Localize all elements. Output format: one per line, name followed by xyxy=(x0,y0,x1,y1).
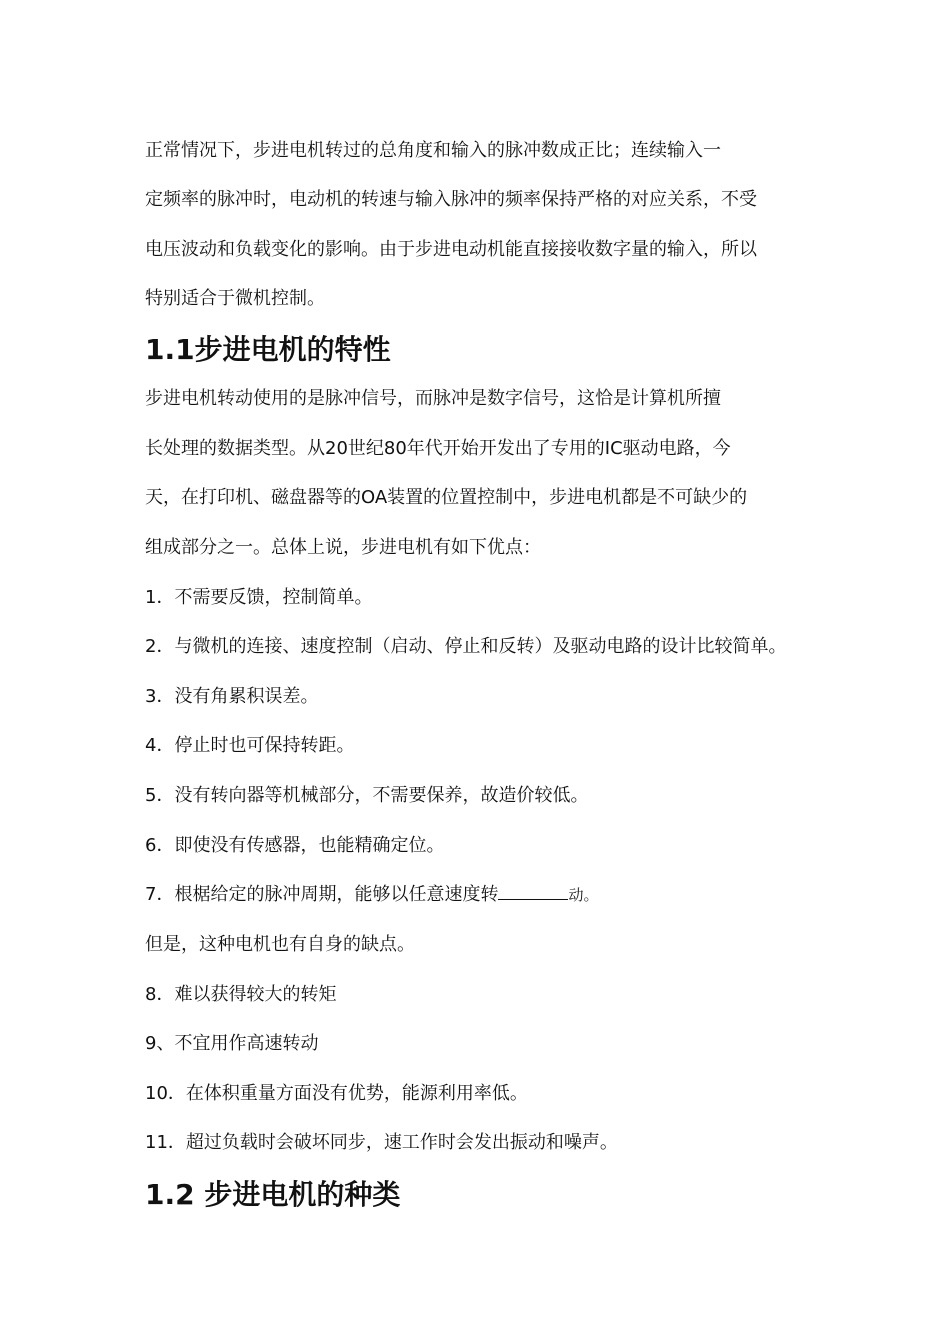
section-heading: 1.1步进电机的特性 xyxy=(145,333,391,366)
disadvantage-intro: 但是，这种电机也有自身的缺点。 xyxy=(145,934,415,955)
intro-line: 定频率的脉冲时，电动机的转速与输入脉冲的频率保持严格的对应关系，不受 xyxy=(145,189,757,210)
advantage-item-7-text: 7．根椐给定的脉冲周期，能够以任意速度转 xyxy=(145,884,499,905)
disadvantage-item: 9、不宜用作高速转动 xyxy=(145,1033,319,1054)
disadvantage-item: 10．在体积重量方面没有优势，能源利用率低。 xyxy=(145,1083,528,1104)
advantage-item: 5．没有转向器等机械部分，不需要保养，故造价较低。 xyxy=(145,785,589,806)
section-heading: 1.2 步进电机的种类 xyxy=(145,1178,401,1211)
paragraph-line: 天，在打印机、磁盘器等的OA装置的位置控制中，步进电机都是不可缺少的 xyxy=(145,487,748,508)
intro-line: 特别适合于微机控制。 xyxy=(145,288,325,309)
advantage-item-7-tail: 动。 xyxy=(568,886,599,904)
advantage-item: 3．没有角累积误差。 xyxy=(145,686,319,707)
disadvantage-item: 11．超过负载时会破坏同步，速工作时会发出振动和噪声。 xyxy=(145,1132,618,1153)
intro-line: 电压波动和负载变化的影响。由于步进电动机能直接接收数字量的输入，所以 xyxy=(145,239,757,260)
fill-blank xyxy=(498,885,568,900)
paragraph-line: 长处理的数据类型。从20世纪80年代开始开发出了专用的IC驱动电路，今 xyxy=(145,438,731,459)
advantage-item: 1．不需要反馈，控制简单。 xyxy=(145,587,373,608)
disadvantage-item: 8．难以获得较大的转矩 xyxy=(145,984,337,1005)
advantage-item: 4．停止时也可保持转距。 xyxy=(145,735,355,756)
paragraph-line: 步进电机转动使用的是脉冲信号，而脉冲是数字信号，这恰是计算机所擅 xyxy=(145,388,721,409)
intro-line: 正常情况下，步进电机转过的总角度和输入的脉冲数成正比；连续输入一 xyxy=(145,140,721,161)
advantage-item-7 xyxy=(145,883,598,907)
advantage-item: 2．与微机的连接、速度控制（启动、停止和反转）及驱动电路的设计比较简单。 xyxy=(145,636,787,657)
advantage-item: 6．即使没有传感器，也能精确定位。 xyxy=(145,835,445,856)
paragraph-line: 组成部分之一。总体上说，步进电机有如下优点： xyxy=(145,537,541,558)
